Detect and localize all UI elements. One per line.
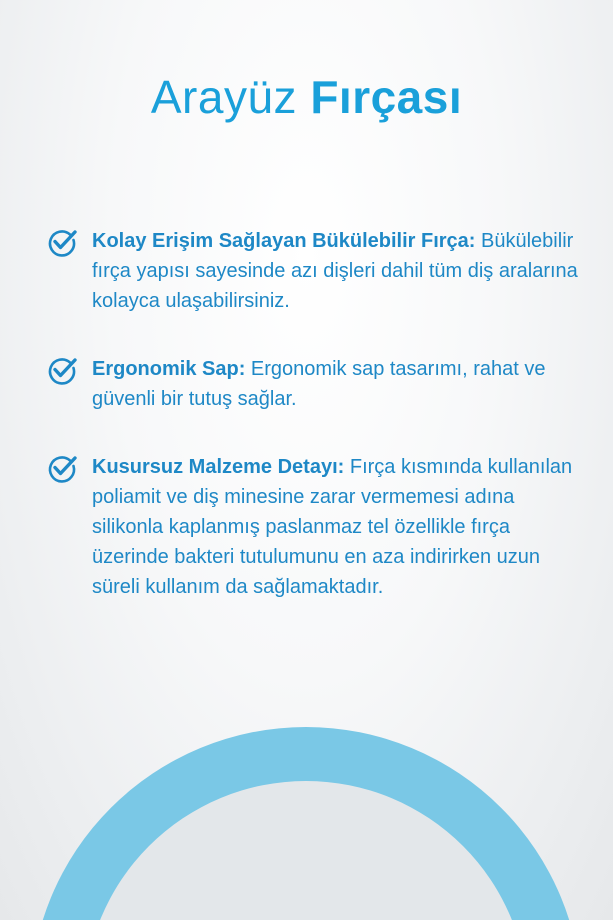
feature-heading: Ergonomik Sap: [92, 358, 246, 380]
feature-body: Bükülebilir fırça yapısı sayesinde azı dişleri dahil tüm diş aralarına kolayca ulaşabilirsiniz. [92, 230, 578, 312]
title-bold: Fırçası [310, 71, 463, 123]
feature-body: Fırça kısmında kullanılan poliamit ve diş minesine zarar vermemesi adına silikonla kaplanmış paslanmaz tel özellikle fırça üzerinde bakteri tutulumunu en aza indirirken uzun süreli kullanım da sağlamaktadır. [92, 456, 573, 598]
feature-heading: Kolay Erişim Sağlayan Bükülebilir Fırça: [92, 230, 476, 252]
title-light: Arayüz [150, 71, 298, 123]
feature-body: Ergonomik sap tasarımı, rahat ve güvenli bir tutuş sağlar. [92, 358, 546, 410]
feature-heading: Kusursuz Malzeme Detayı: [92, 456, 345, 478]
